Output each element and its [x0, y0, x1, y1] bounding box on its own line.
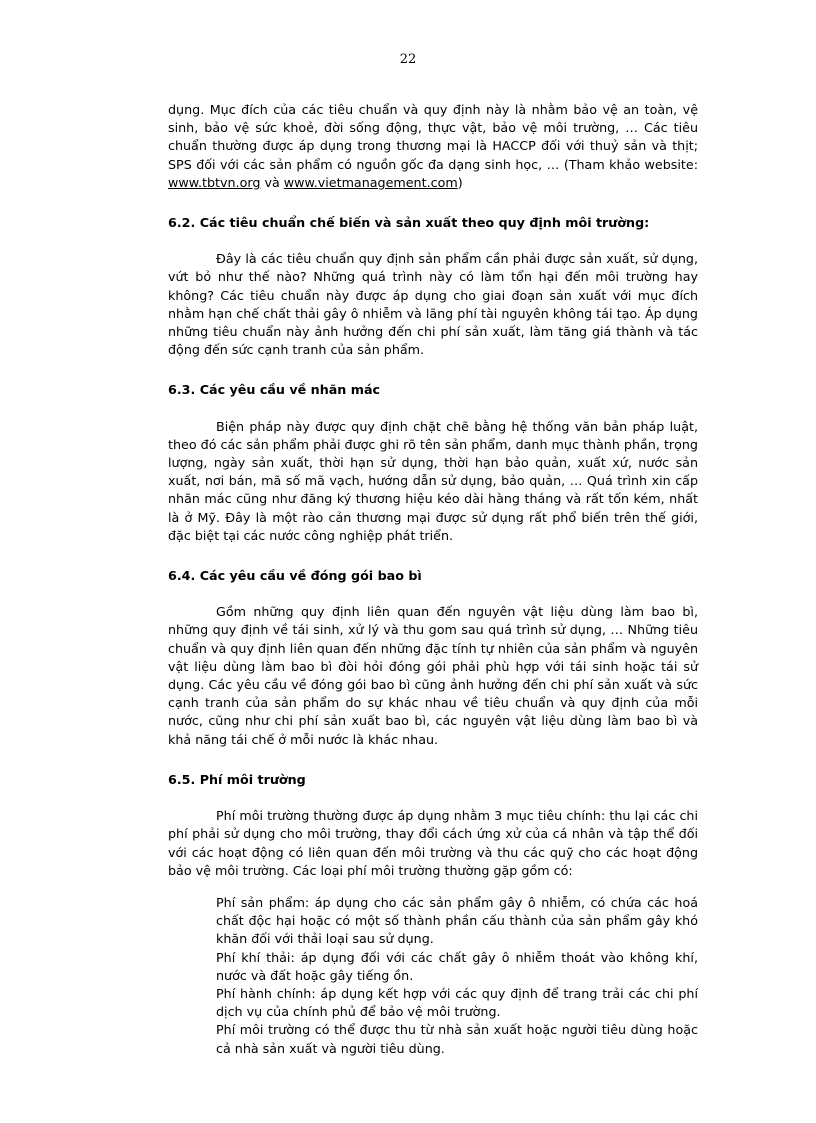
- section-heading-6-2: 6.2. Các tiêu chuẩn chế biến và sản xuất theo quy định môi trường:: [168, 215, 650, 231]
- section-body-6-2: Đây là các tiêu chuẩn quy định sản phẩm cần phải được sản xuất, sử dụng, vứt bỏ như thế nào? Những quá trình này có làm tổn hại đến môi trường hay không? Các tiêu chuẩn này được áp dụng cho giai đoạn sản xuất với mục đích nhằm hạn chế chất thải gây ô nhiễm và lãng phí tài nguyên không tái tạo. Áp dụng những tiêu chuẩn này ảnh hưởng đến chi phí sản xuất, làm tăng giá thành và tác động đến sức cạnh tranh của sản phẩm.: [168, 251, 698, 358]
- fee-item-product: Phí sản phẩm: áp dụng cho các sản phẩm gây ô nhiễm, có chứa các hoá chất độc hại hoặc có một số thành phần cấu thành của sản phẩm gây khó khăn đối với thải loại sau sử dụng.: [216, 894, 698, 947]
- section-heading-6-4: 6.4. Các yêu cầu về đóng gói bao bì: [168, 568, 422, 584]
- fee-type-list: [216, 894, 698, 1058]
- intro-paragraph: [168, 101, 698, 192]
- fee-item-administrative: Phí hành chính: áp dụng kết hợp với các quy định để trang trải các chi phí dịch vụ của chính phủ để bảo vệ môi trường.: [216, 985, 698, 1020]
- intro-conjunction: và: [260, 174, 284, 190]
- intro-text: dụng. Mục đích của các tiêu chuẩn và quy định này là nhằm bảo vệ an toàn, vệ sinh, bảo vệ sức khoẻ, đời sống động, thực vật, bảo vệ môi trường, … Các tiêu chuẩn thường được áp dụng trong thương mại là HACCP đối với thuỷ sản và thịt; SPS đối với các sản phẩm có nguồn gốc đa dạng sinh học, … (Tham khảo website:: [168, 102, 698, 172]
- section-body-6-4: Gồm những quy định liên quan đến nguyên vật liệu dùng làm bao bì, những quy định về tái sinh, xử lý và thu gom sau quá trình sử dụng, … Những tiêu chuẩn và quy định liên quan đến những đặc tính tự nhiên của sản phẩm và nguyên vật liệu dùng làm bao bì đòi hỏi đóng gói phải phù hợp với tái sinh hoặc tái sử dụng. Các yêu cầu về đóng gói bao bì cũng ảnh hưởng đến chi phí sản xuất và sức cạnh tranh của sản phẩm do sự khác nhau về tiêu chuẩn và quy định của mỗi nước, cũng như chi phí sản xuất bao bì, các nguyên vật liệu dùng làm bao bì và khả năng tái chế ở mỗi nước là khác nhau.: [168, 604, 698, 747]
- intro-closing-paren: ): [457, 174, 463, 190]
- link-tbtvn[interactable]: www.tbtvn.org: [168, 174, 261, 190]
- link-vietmanagement[interactable]: www.vietmanagement.com: [283, 174, 458, 190]
- section-heading-6-3: 6.3. Các yêu cầu về nhãn mác: [168, 382, 381, 398]
- fee-item-collection: Phí môi trường có thể được thu từ nhà sản xuất hoặc người tiêu dùng hoặc cả nhà sản xuất và người tiêu dùng.: [216, 1022, 698, 1056]
- page-content: [168, 101, 698, 1058]
- section-body-6-3: Biện pháp này được quy định chặt chẽ bằng hệ thống văn bản pháp luật, theo đó các sản phẩm phải được ghi rõ tên sản phẩm, danh mục thành phần, trọng lượng, ngày sản xuất, thời hạn sử dụng, thời hạn bảo quản, xuất xứ, nước sản xuất, nơi bán, mã số mã vạch, hướng dẫn sử dụng, bảo quản, … Quá trình xin cấp nhãn mác cũng như đăng ký thương hiệu kéo dài hàng tháng và rất tốn kém, nhất là ở Mỹ. Đây là một rào cản thương mại được sử dụng rất phổ biến trên thế giới, đặc biệt tại các nước công nghiệp phát triển.: [168, 418, 698, 543]
- fee-item-emission: Phí khí thải: áp dụng đối với các chất gây ô nhiễm thoát vào không khí, nước và đất hoặc gây tiếng ồn.: [216, 949, 698, 983]
- section-body-6-5: Phí môi trường thường được áp dụng nhằm 3 mục tiêu chính: thu lại các chi phí phải sử dụng cho môi trường, thay đổi cách ứng xử của cá nhân và tập thể đối với các hoạt động có liên quan đến môi trường và thu các quỹ cho các hoạt động bảo vệ môi trường. Các loại phí môi trường thường gặp gồm có:: [168, 808, 698, 878]
- section-heading-6-5: 6.5. Phí môi trường: [168, 771, 306, 787]
- page-number: 22: [399, 52, 417, 67]
